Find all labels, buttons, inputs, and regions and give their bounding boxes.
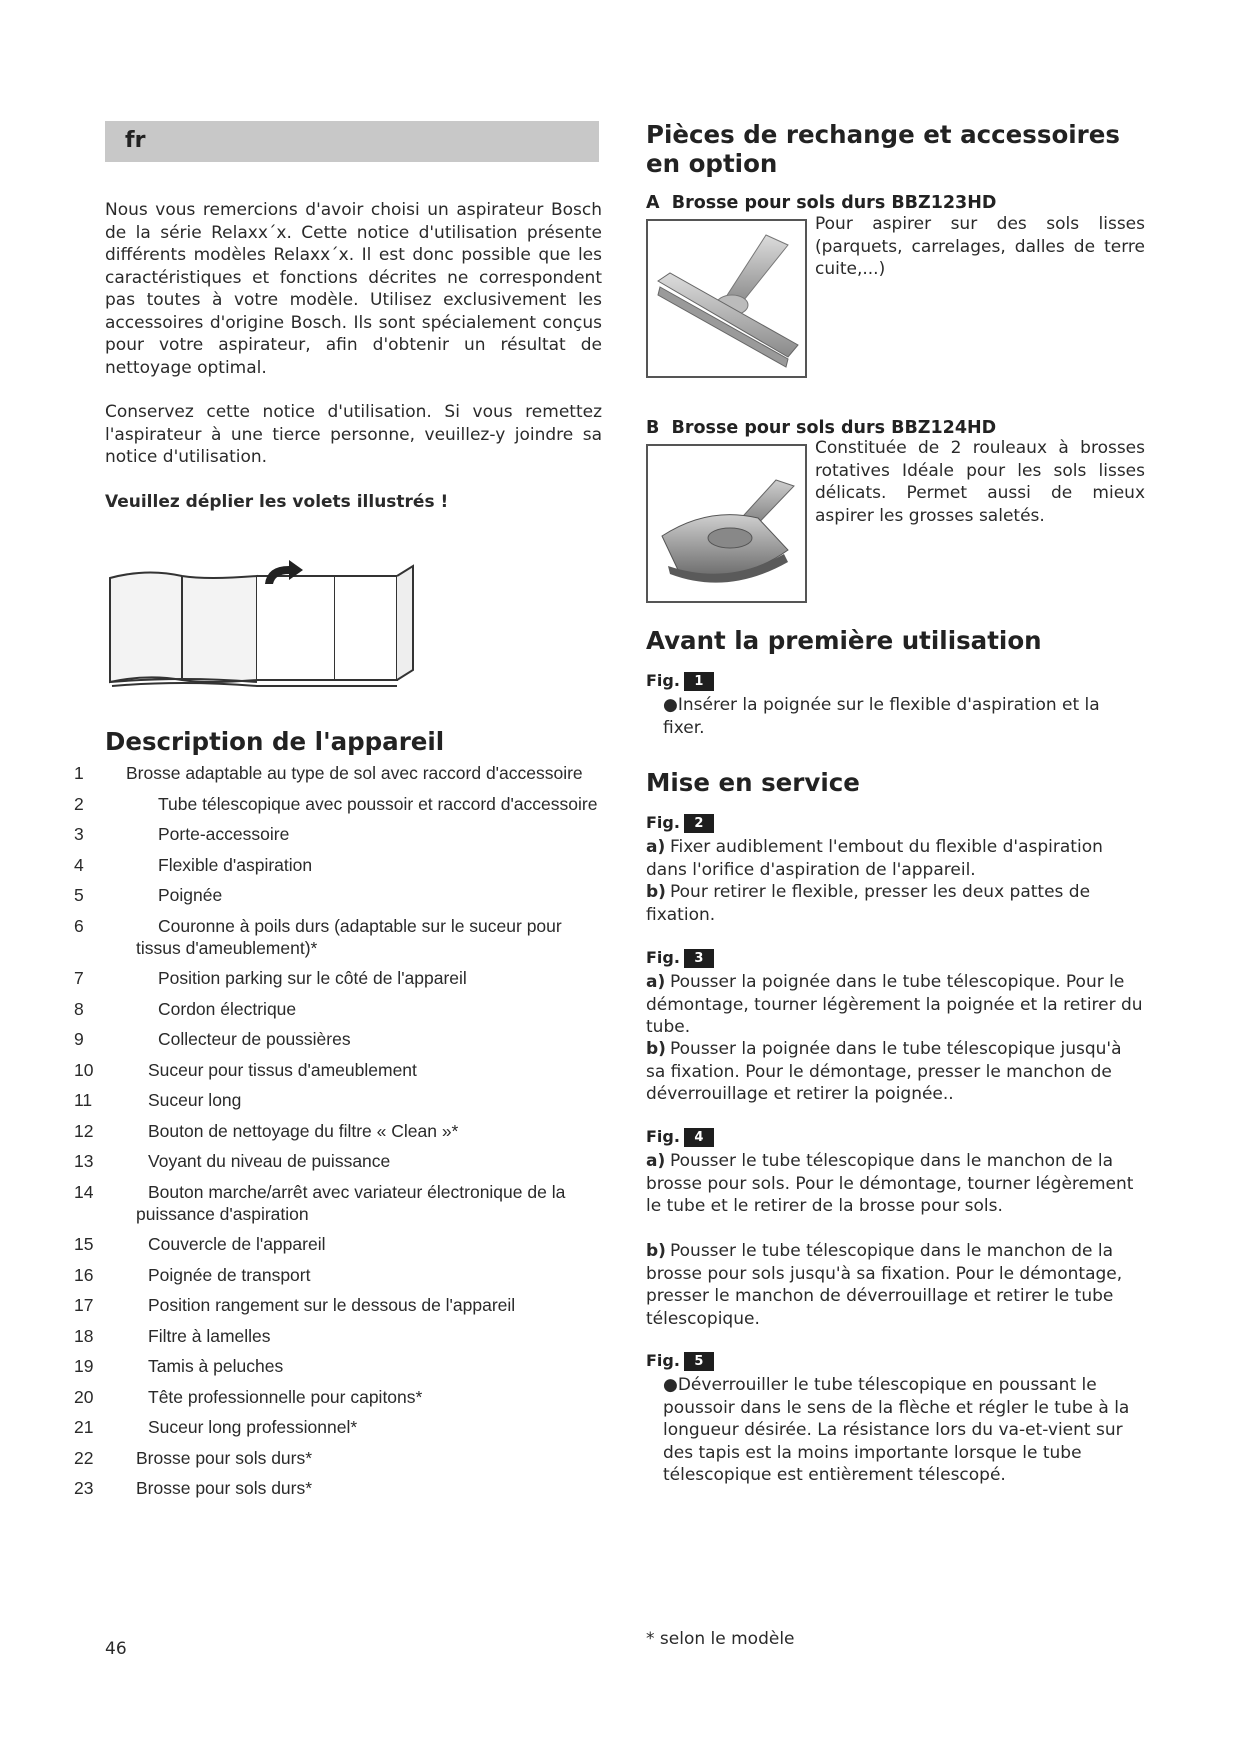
accessory-a-text: Pour aspirer sur des sols lisses (parquets, carrelages, dalles de terre cuite,...) <box>815 214 1145 279</box>
list-item-text: Couvercle de l'appareil <box>148 1234 326 1254</box>
list-item-number: 11 <box>74 1090 93 1110</box>
list-item-text: Cordon électrique <box>158 998 297 1019</box>
startup-title: Mise en service <box>646 768 860 797</box>
fig-5-step <box>663 1374 1146 1487</box>
list-item-number: 1 <box>74 763 84 783</box>
accessory-a-letter: A <box>646 193 660 213</box>
step-text: Fixer audiblement l'embout du flexible d'aspiration dans l'orifice d'aspiration de l'appareil. <box>646 837 1103 880</box>
intro-paragraph-2: Conservez cette notice d'utilisation. Si vous remettez l'aspirateur à une tierce personne, veuillez-y joindre sa notice d'utilisation. <box>105 402 602 467</box>
fig-5-number: 5 <box>684 1352 714 1371</box>
bullet-icon: ● <box>663 695 678 715</box>
list-item <box>74 823 610 845</box>
language-tag: fr <box>125 128 146 153</box>
fig-5-label <box>646 1351 714 1371</box>
fig-3-number: 3 <box>684 949 714 968</box>
fig-1-label-text: Fig. <box>646 671 680 690</box>
list-item-number: 19 <box>74 1356 94 1376</box>
list-item <box>74 915 610 959</box>
fig-3-step-b <box>646 1038 1146 1106</box>
fig-1-text: Insérer la poignée sur le flexible d'aspiration et la fixer. <box>663 695 1100 738</box>
fig-1-label <box>646 671 714 691</box>
step-letter: b) <box>646 1039 666 1059</box>
list-item-number: 2 <box>74 793 84 814</box>
list-item-number: 5 <box>74 885 84 905</box>
list-item-text: Poignée de transport <box>148 1264 311 1285</box>
accessory-a-heading <box>646 193 996 213</box>
list-item-text: Brosse pour sols durs* <box>136 1447 313 1468</box>
floor-brush-b-icon <box>648 446 805 601</box>
step-letter: a) <box>646 1151 666 1171</box>
list-item-text: Bouton de nettoyage du filtre « Clean »* <box>148 1120 459 1141</box>
list-item <box>74 1028 610 1050</box>
list-item <box>74 762 610 784</box>
list-item-number: 3 <box>74 824 84 844</box>
list-item-number: 14 <box>74 1181 94 1202</box>
list-item <box>74 1181 610 1225</box>
description-title: Description de l'appareil <box>105 727 445 756</box>
list-item-text: Position parking sur le côté de l'appareil <box>158 968 467 988</box>
list-item <box>74 1089 610 1111</box>
list-item <box>74 1294 610 1316</box>
list-item-number: 4 <box>74 854 84 875</box>
list-item-number: 21 <box>74 1417 94 1437</box>
accessory-b-name: Brosse pour sols durs BBZ124HD <box>671 418 997 438</box>
list-item-number: 20 <box>74 1386 94 1407</box>
list-item-text: Flexible d'aspiration <box>158 854 313 875</box>
step-letter: b) <box>646 882 666 902</box>
list-item-text: Poignée <box>158 885 223 905</box>
fig-3-label-text: Fig. <box>646 948 680 967</box>
accessory-b-image <box>646 444 807 603</box>
list-item-number: 15 <box>74 1234 94 1254</box>
list-item-number: 8 <box>74 998 84 1019</box>
step-letter: b) <box>646 1241 666 1261</box>
list-item-text: Brosse adaptable au type de sol avec raccord d'accessoire <box>126 763 583 783</box>
list-item-text: Suceur long <box>148 1090 242 1110</box>
list-item-number: 6 <box>74 915 84 936</box>
fig-2-label <box>646 813 714 833</box>
fig-4-step-a <box>646 1150 1146 1218</box>
list-item-text: Collecteur de poussières <box>158 1029 351 1049</box>
fig-5-label-text: Fig. <box>646 1351 680 1370</box>
list-item-number: 16 <box>74 1264 94 1285</box>
list-item-number: 18 <box>74 1325 94 1346</box>
list-item <box>74 1120 610 1142</box>
list-item <box>74 1416 610 1438</box>
list-item <box>74 1325 610 1347</box>
step-text: Pousser le tube télescopique dans le manchon de la brosse pour sols jusqu'à sa fixation. Pour le démontage, presser le manchon de déverrouillage et retirer le tube télescopique. <box>646 1241 1123 1329</box>
list-item <box>74 884 610 906</box>
fig-1-number: 1 <box>684 672 714 691</box>
list-item <box>74 998 610 1020</box>
list-item-text: Voyant du niveau de puissance <box>148 1151 391 1171</box>
list-item-number: 17 <box>74 1295 94 1315</box>
list-item-text: Position rangement sur le dessous de l'appareil <box>148 1295 516 1315</box>
fig-2-step-b <box>646 881 1146 926</box>
before-use-title: Avant la première utilisation <box>646 626 1042 655</box>
list-item-text: Tête professionnelle pour capitons* <box>148 1386 423 1407</box>
list-item-text: Suceur long professionnel* <box>148 1417 358 1437</box>
fig-3-step-a <box>646 971 1146 1039</box>
accessory-a-name: Brosse pour sols durs BBZ123HD <box>671 193 997 213</box>
list-item-number: 9 <box>74 1029 84 1049</box>
list-item-number: 23 <box>74 1478 94 1498</box>
list-item-text: Bouton marche/arrêt avec variateur électronique de la puissance d'aspiration <box>136 1181 566 1224</box>
fig-2-label-text: Fig. <box>646 813 680 832</box>
list-item-text: Tube télescopique avec poussoir et raccord d'accessoire <box>158 793 598 814</box>
foldout-booklet-illustration <box>107 558 417 690</box>
list-item-number: 13 <box>74 1151 94 1171</box>
list-item-text: Tamis à peluches <box>148 1356 284 1376</box>
parts-list <box>74 762 610 1508</box>
step-text: Pousser la poignée dans le tube télescopique. Pour le démontage, tourner légèrement la poignée et la retirer du tube. <box>646 972 1143 1037</box>
page-number: 46 <box>105 1639 127 1659</box>
fig-4-number: 4 <box>684 1128 714 1147</box>
list-item-number: 22 <box>74 1447 94 1468</box>
list-item <box>74 1477 610 1499</box>
list-item-number: 10 <box>74 1059 94 1080</box>
step-letter: a) <box>646 972 666 992</box>
list-item <box>74 1447 610 1469</box>
floor-brush-a-icon <box>648 221 805 376</box>
fig-2-step-a <box>646 836 1146 881</box>
fig-2-number: 2 <box>684 814 714 833</box>
unfold-note: Veuillez déplier les volets illustrés ! <box>105 491 449 512</box>
accessories-title: Pièces de rechange et accessoires en option <box>646 120 1120 178</box>
list-item-text: Porte-accessoire <box>158 824 290 844</box>
accessory-b-letter: B <box>646 418 660 438</box>
fig-4-label-text: Fig. <box>646 1127 680 1146</box>
language-bar <box>105 121 599 162</box>
list-item <box>74 1355 610 1377</box>
list-item-number: 12 <box>74 1120 94 1141</box>
list-item <box>74 1233 610 1255</box>
fig-4-label <box>646 1127 714 1147</box>
list-item <box>74 1150 610 1172</box>
list-item <box>74 967 610 989</box>
fig-4-step-b <box>646 1240 1146 1330</box>
footnote: * selon le modèle <box>646 1629 795 1649</box>
step-text: Pour retirer le flexible, presser les deux pattes de fixation. <box>646 882 1091 925</box>
intro-paragraph-1: Nous vous remercions d'avoir choisi un aspirateur Bosch de la série Relaxx´x. Cette notice d'utilisation présente différents modèles Relaxx´x. Il est donc possible que les caractéristiques et fonctions décrites ne correspondent pas toutes à votre modèle. Utilisez exclusivement les accessoires d'origine Bosch. Ils sont spécialement conçus pour votre aspirateur, afin d'obtenir un résultat de nettoyage optimal. <box>105 200 602 378</box>
bullet-icon: ● <box>663 1375 678 1395</box>
step-letter: a) <box>646 837 666 857</box>
list-item-number: 7 <box>74 968 84 988</box>
accessory-b-heading <box>646 418 996 438</box>
step-text: Pousser la poignée dans le tube télescopique jusqu'à sa fixation. Pour le démontage, presser le manchon de déverrouillage et retirer la poignée.. <box>646 1039 1122 1104</box>
fig-3-label <box>646 948 714 968</box>
step-text: Pousser le tube télescopique dans le manchon de la brosse pour sols. Pour le démontage, tourner légèrement le tube et le retirer de la brosse pour sols. <box>646 1151 1134 1216</box>
list-item-text: Couronne à poils durs (adaptable sur le suceur pour tissus d'ameublement)* <box>136 915 562 958</box>
list-item <box>74 793 610 815</box>
list-item <box>74 1264 610 1286</box>
accessory-a-image <box>646 219 807 378</box>
list-item-text: Filtre à lamelles <box>148 1325 271 1346</box>
step-text: Déverrouiller le tube télescopique en poussant le poussoir dans le sens de la flèche et régler le tube à la longueur désirée. La résistance lors du va-et-vient sur des tapis est la moins importante lorsque le tube télescopique est entièrement télescopé. <box>663 1375 1130 1485</box>
intro-section <box>105 199 602 535</box>
accessory-b-text: Constituée de 2 rouleaux à brosses rotatives Idéale pour les sols lisses délicats. Permet aussi de mieux aspirer les grosses saletés. <box>815 438 1145 526</box>
list-item <box>74 1059 610 1081</box>
fig-1-step <box>663 694 1138 739</box>
list-item-text: Suceur pour tissus d'ameublement <box>148 1059 417 1080</box>
list-item <box>74 1386 610 1408</box>
list-item <box>74 854 610 876</box>
list-item-text: Brosse pour sols durs* <box>136 1478 313 1498</box>
